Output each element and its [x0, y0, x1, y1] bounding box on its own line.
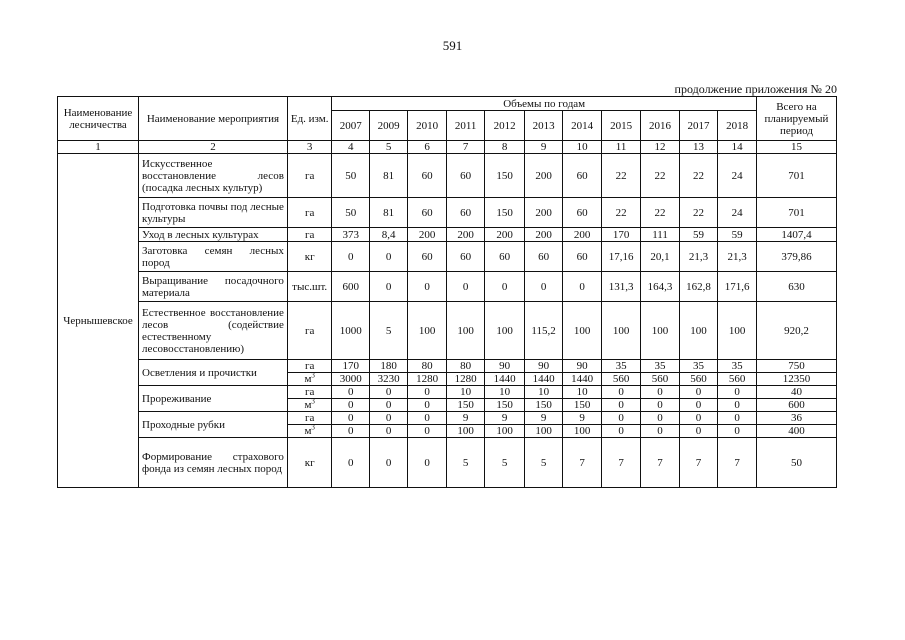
activity-name: Заготовка семян лесных пород [139, 242, 288, 272]
value-cell: 0 [601, 425, 640, 438]
value-cell: 100 [641, 302, 679, 360]
value-cell: 60 [485, 242, 524, 272]
value-cell: 0 [718, 399, 757, 412]
column-number: 11 [601, 141, 640, 154]
value-cell: 200 [524, 228, 562, 242]
value-cell: 100 [485, 302, 524, 360]
unit-text: га [304, 206, 315, 219]
total-cell: 920,2 [756, 302, 836, 360]
unit-text: га [304, 360, 315, 372]
activity-name: Формирование страхового фонда из семян лесных пород [139, 438, 288, 488]
page-number: 591 [442, 38, 463, 53]
column-number: 13 [679, 141, 717, 154]
value-cell: 22 [679, 154, 717, 198]
value-cell: 560 [641, 373, 679, 386]
column-number: 15 [756, 141, 836, 154]
unit-text: м [304, 373, 312, 385]
value-cell: 35 [718, 360, 757, 373]
header-volumes: Объемы по годам [332, 97, 756, 111]
activity-name: Проходные рубки [139, 412, 288, 438]
continuation-note: продолжение приложения № 20 [674, 82, 837, 96]
column-number: 6 [408, 141, 446, 154]
unit-cell [287, 373, 332, 386]
value-cell: 1440 [485, 373, 524, 386]
table-row [58, 360, 837, 373]
header-year: 2010 [408, 111, 446, 141]
value-cell: 59 [718, 228, 757, 242]
unit-cell [287, 425, 332, 438]
unit-text: м [304, 425, 312, 437]
value-cell: 35 [641, 360, 679, 373]
unit-cell [287, 242, 332, 272]
value-cell: 560 [601, 373, 640, 386]
value-cell: 0 [524, 272, 562, 302]
total-cell: 1407,4 [756, 228, 836, 242]
unit-superscript: 3 [311, 423, 315, 432]
total-cell: 701 [756, 198, 836, 228]
total-cell: 50 [756, 438, 836, 488]
value-cell: 9 [524, 412, 562, 425]
value-cell: 24 [718, 198, 757, 228]
table-row [58, 242, 837, 272]
header-year: 2014 [563, 111, 601, 141]
value-cell: 150 [485, 399, 524, 412]
header-year: 2013 [524, 111, 562, 141]
value-cell: 60 [524, 242, 562, 272]
header-year: 2015 [601, 111, 640, 141]
column-number: 10 [563, 141, 601, 154]
value-cell: 50 [332, 198, 369, 228]
value-cell: 0 [332, 425, 369, 438]
value-cell: 60 [408, 198, 446, 228]
value-cell: 17,16 [601, 242, 640, 272]
value-cell: 24 [718, 154, 757, 198]
value-cell: 150 [563, 399, 601, 412]
value-cell: 100 [446, 302, 484, 360]
value-cell: 100 [718, 302, 757, 360]
header-unit: Ед. изм. [287, 97, 332, 141]
value-cell: 0 [332, 399, 369, 412]
value-cell: 35 [679, 360, 717, 373]
value-cell: 1440 [563, 373, 601, 386]
total-cell: 701 [756, 154, 836, 198]
value-cell: 59 [679, 228, 717, 242]
value-cell: 0 [408, 386, 446, 399]
unit-cell [287, 272, 332, 302]
header-year: 2017 [679, 111, 717, 141]
value-cell: 60 [408, 154, 446, 198]
value-cell: 0 [332, 438, 369, 488]
unit-superscript: 3 [311, 371, 315, 380]
value-cell: 60 [446, 198, 484, 228]
value-cell: 22 [601, 198, 640, 228]
value-cell: 560 [679, 373, 717, 386]
value-cell: 22 [641, 198, 679, 228]
table-row [58, 438, 837, 488]
value-cell: 150 [485, 198, 524, 228]
total-cell: 630 [756, 272, 836, 302]
value-cell: 100 [563, 302, 601, 360]
value-cell: 150 [446, 399, 484, 412]
unit-cell [287, 438, 332, 488]
value-cell: 0 [679, 386, 717, 399]
unit-text: м [304, 399, 312, 411]
unit-cell [287, 198, 332, 228]
value-cell: 0 [601, 399, 640, 412]
table-row [58, 302, 837, 360]
value-cell: 170 [332, 360, 369, 373]
unit-text: га [304, 412, 315, 424]
value-cell: 0 [601, 386, 640, 399]
column-number: 8 [485, 141, 524, 154]
value-cell: 162,8 [679, 272, 717, 302]
value-cell: 0 [718, 386, 757, 399]
value-cell: 0 [446, 272, 484, 302]
value-cell: 90 [524, 360, 562, 373]
value-cell: 373 [332, 228, 369, 242]
value-cell: 1280 [408, 373, 446, 386]
value-cell: 7 [563, 438, 601, 488]
value-cell: 0 [408, 399, 446, 412]
column-number: 2 [139, 141, 288, 154]
unit-text: га [304, 169, 315, 182]
total-cell: 600 [756, 399, 836, 412]
value-cell: 5 [485, 438, 524, 488]
value-cell: 0 [679, 425, 717, 438]
column-number: 9 [524, 141, 562, 154]
table-row [58, 412, 837, 425]
header-total: Всего на планируемый период [756, 97, 836, 141]
value-cell: 115,2 [524, 302, 562, 360]
value-cell: 3000 [332, 373, 369, 386]
value-cell: 90 [563, 360, 601, 373]
value-cell: 22 [641, 154, 679, 198]
value-cell: 1440 [524, 373, 562, 386]
column-number: 5 [369, 141, 407, 154]
value-cell: 0 [408, 412, 446, 425]
value-cell: 0 [369, 412, 407, 425]
value-cell: 9 [563, 412, 601, 425]
table-row [58, 154, 837, 198]
total-cell: 40 [756, 386, 836, 399]
unit-cell [287, 412, 332, 425]
value-cell: 0 [408, 438, 446, 488]
header-year: 2011 [446, 111, 484, 141]
value-cell: 60 [563, 242, 601, 272]
header-row [58, 97, 837, 111]
unit-cell [287, 302, 332, 360]
unit-superscript: 3 [311, 397, 315, 406]
unit-cell [287, 360, 332, 373]
value-cell: 200 [446, 228, 484, 242]
value-cell: 80 [446, 360, 484, 373]
header-year: 2016 [641, 111, 679, 141]
value-cell: 10 [524, 386, 562, 399]
value-cell: 5 [524, 438, 562, 488]
value-cell: 35 [601, 360, 640, 373]
value-cell: 170 [601, 228, 640, 242]
column-number: 4 [332, 141, 369, 154]
value-cell: 180 [369, 360, 407, 373]
value-cell: 111 [641, 228, 679, 242]
unit-text: га [304, 324, 315, 337]
value-cell: 10 [485, 386, 524, 399]
table-row [58, 228, 837, 242]
column-number: 12 [641, 141, 679, 154]
value-cell: 0 [679, 412, 717, 425]
value-cell: 21,3 [679, 242, 717, 272]
value-cell: 200 [563, 228, 601, 242]
value-cell: 60 [446, 154, 484, 198]
value-cell: 200 [524, 154, 562, 198]
unit-text: га [304, 228, 315, 241]
value-cell: 0 [641, 425, 679, 438]
value-cell: 0 [641, 386, 679, 399]
value-cell: 100 [408, 302, 446, 360]
unit-cell [287, 228, 332, 242]
value-cell: 0 [369, 425, 407, 438]
value-cell: 50 [332, 154, 369, 198]
value-cell: 3230 [369, 373, 407, 386]
value-cell: 0 [332, 242, 369, 272]
value-cell: 0 [369, 386, 407, 399]
column-number: 3 [287, 141, 332, 154]
value-cell: 60 [408, 242, 446, 272]
total-cell: 36 [756, 412, 836, 425]
value-cell: 90 [485, 360, 524, 373]
value-cell: 10 [563, 386, 601, 399]
activity-name: Подготовка почвы под лесные культуры [139, 198, 288, 228]
table-row [58, 386, 837, 399]
value-cell: 0 [369, 272, 407, 302]
header-activity: Наименование мероприятия [139, 97, 288, 141]
forestry-name: Чернышевское [58, 154, 139, 488]
column-numbers-row [58, 141, 837, 154]
value-cell: 22 [679, 198, 717, 228]
total-cell: 379,86 [756, 242, 836, 272]
value-cell: 60 [563, 198, 601, 228]
value-cell: 20,1 [641, 242, 679, 272]
value-cell: 100 [601, 302, 640, 360]
value-cell: 164,3 [641, 272, 679, 302]
value-cell: 131,3 [601, 272, 640, 302]
header-year: 2018 [718, 111, 757, 141]
column-number: 14 [718, 141, 757, 154]
value-cell: 0 [408, 272, 446, 302]
activity-name: Выращивание посадочного материала [139, 272, 288, 302]
value-cell: 1280 [446, 373, 484, 386]
header-year: 2009 [369, 111, 407, 141]
value-cell: 81 [369, 154, 407, 198]
value-cell: 560 [718, 373, 757, 386]
value-cell: 7 [718, 438, 757, 488]
value-cell: 9 [485, 412, 524, 425]
value-cell: 0 [718, 412, 757, 425]
unit-text: тыс.шт. [292, 280, 328, 293]
value-cell: 0 [641, 412, 679, 425]
unit-cell [287, 154, 332, 198]
value-cell: 150 [524, 399, 562, 412]
activity-name: Осветления и прочистки [139, 360, 288, 386]
value-cell: 200 [524, 198, 562, 228]
table-row [58, 272, 837, 302]
value-cell: 10 [446, 386, 484, 399]
unit-cell [287, 386, 332, 399]
unit-text: га [304, 386, 315, 398]
value-cell: 0 [332, 412, 369, 425]
value-cell: 0 [408, 425, 446, 438]
value-cell: 171,6 [718, 272, 757, 302]
unit-text: кг [304, 250, 315, 263]
value-cell: 100 [446, 425, 484, 438]
column-number: 7 [446, 141, 484, 154]
activity-name: Естественное восстановление лесов (содействие естественному лесовосстановлению) [139, 302, 288, 360]
value-cell: 8,4 [369, 228, 407, 242]
value-cell: 0 [369, 399, 407, 412]
total-cell: 12350 [756, 373, 836, 386]
value-cell: 600 [332, 272, 369, 302]
value-cell: 0 [332, 386, 369, 399]
value-cell: 22 [601, 154, 640, 198]
table-row [58, 198, 837, 228]
value-cell: 200 [485, 228, 524, 242]
activity-name: Прореживание [139, 386, 288, 412]
value-cell: 100 [485, 425, 524, 438]
value-cell: 100 [679, 302, 717, 360]
value-cell: 150 [485, 154, 524, 198]
value-cell: 5 [446, 438, 484, 488]
value-cell: 0 [601, 412, 640, 425]
activity-name: Уход в лесных культурах [139, 228, 288, 242]
value-cell: 7 [601, 438, 640, 488]
value-cell: 0 [369, 242, 407, 272]
value-cell: 9 [446, 412, 484, 425]
column-number: 1 [58, 141, 139, 154]
value-cell: 60 [446, 242, 484, 272]
header-forestry: Наименование лесничества [58, 97, 139, 141]
header-year: 2012 [485, 111, 524, 141]
activity-name: Искусственное восстановление лесов (посадка лесных культур) [139, 154, 288, 198]
value-cell: 60 [563, 154, 601, 198]
value-cell: 21,3 [718, 242, 757, 272]
value-cell: 81 [369, 198, 407, 228]
unit-cell [287, 399, 332, 412]
total-cell: 750 [756, 360, 836, 373]
value-cell: 1000 [332, 302, 369, 360]
header-year: 2007 [332, 111, 369, 141]
value-cell: 7 [641, 438, 679, 488]
value-cell: 0 [718, 425, 757, 438]
value-cell: 200 [408, 228, 446, 242]
forestry-activities-table [57, 96, 837, 488]
value-cell: 0 [641, 399, 679, 412]
value-cell: 0 [679, 399, 717, 412]
total-cell: 400 [756, 425, 836, 438]
value-cell: 0 [369, 438, 407, 488]
value-cell: 0 [485, 272, 524, 302]
unit-text: кг [304, 456, 315, 469]
value-cell: 7 [679, 438, 717, 488]
value-cell: 100 [524, 425, 562, 438]
value-cell: 100 [563, 425, 601, 438]
value-cell: 0 [563, 272, 601, 302]
value-cell: 80 [408, 360, 446, 373]
value-cell: 5 [369, 302, 407, 360]
